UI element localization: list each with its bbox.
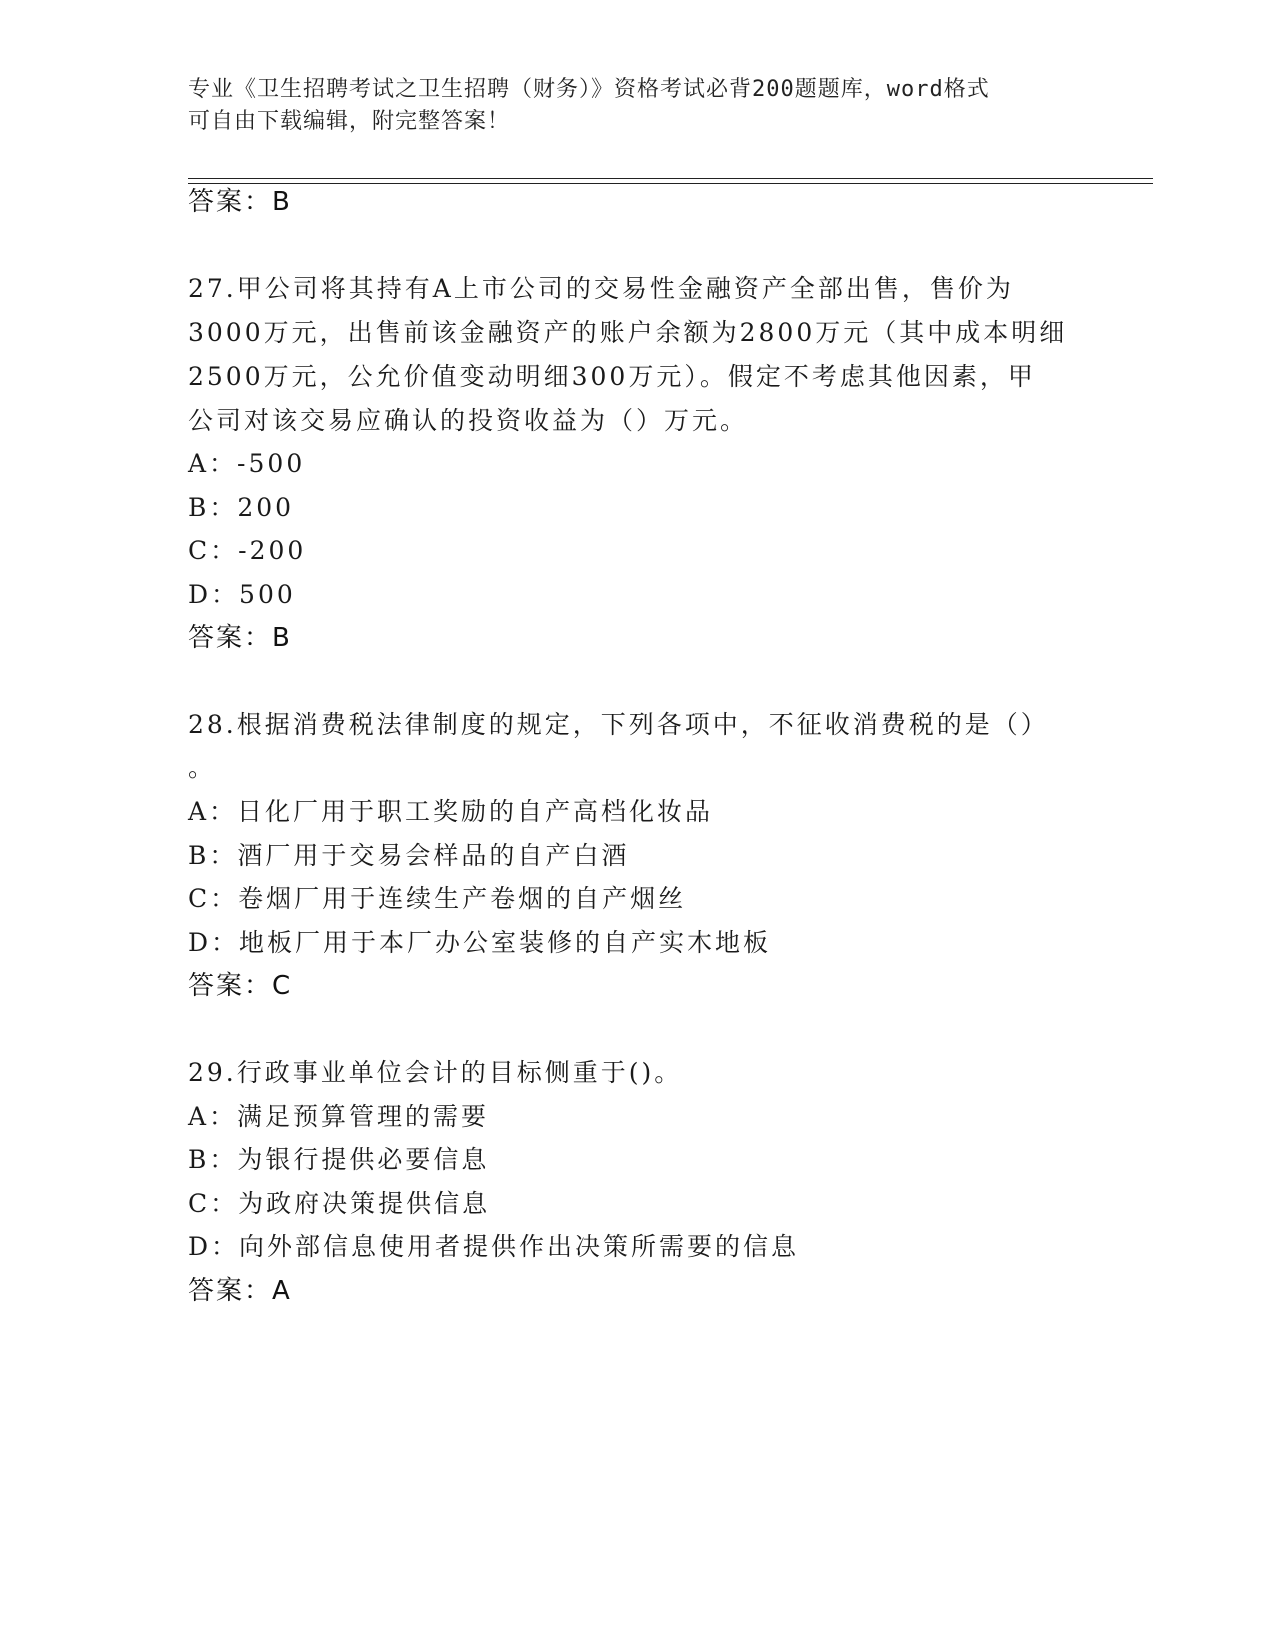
question-27-stem-line-1: 27.甲公司将其持有A上市公司的交易性金融资产全部出售，售价为 (188, 274, 1014, 303)
question-29-stem-line-1: 29.行政事业单位会计的目标侧重于()。 (188, 1058, 683, 1087)
header-line-1: 专业《卫生招聘考试之卫生招聘（财务）》资格考试必背200题题库，word格式 (188, 77, 990, 102)
question-29-option-c: C：为政府决策提供信息 (188, 1189, 491, 1218)
question-27-option-c: C：-200 (188, 536, 307, 565)
question-28-option-b: B：酒厂用于交易会样品的自产白酒 (188, 841, 630, 870)
question-28-option-d: D：地板厂用于本厂办公室装修的自产实木地板 (188, 928, 772, 957)
question-27-option-b: B：200 (188, 493, 295, 522)
header-line-2: 可自由下载编辑，附完整答案！ (188, 109, 511, 134)
previous-answer: 答案：B (188, 187, 292, 217)
question-29-option-d: D：向外部信息使用者提供作出决策所需要的信息 (188, 1232, 800, 1261)
question-28-answer: 答案：C (188, 971, 293, 1001)
question-27-option-d: D：500 (188, 580, 296, 609)
question-29-option-b: B：为银行提供必要信息 (188, 1145, 490, 1174)
header-divider-bottom (188, 183, 1153, 184)
question-28-option-a: A：日化厂用于职工奖励的自产高档化妆品 (188, 797, 714, 826)
header-divider-top (188, 178, 1153, 179)
question-27-stem-line-2: 3000万元，出售前该金融资产的账户余额为2800万元（其中成本明细 (188, 318, 1068, 347)
question-28-stem-line-1: 28.根据消费税法律制度的规定，下列各项中，不征收消费税的是（） (188, 710, 1049, 739)
page-header (188, 74, 1068, 138)
question-29-option-a: A：满足预算管理的需要 (188, 1102, 490, 1131)
question-27-stem-line-4: 公司对该交易应确认的投资收益为（）万元。 (188, 406, 749, 435)
question-28-option-c: C：卷烟厂用于连续生产卷烟的自产烟丝 (188, 884, 687, 913)
question-28-stem-line-2: 。 (188, 753, 217, 782)
question-27-answer: 答案：B (188, 623, 292, 653)
question-29-answer: 答案：A (188, 1276, 292, 1306)
question-27-option-a: A：-500 (188, 449, 306, 478)
question-27-stem-line-3: 2500万元，公允价值变动明细300万元）。假定不考虑其他因素，甲 (188, 362, 1036, 391)
